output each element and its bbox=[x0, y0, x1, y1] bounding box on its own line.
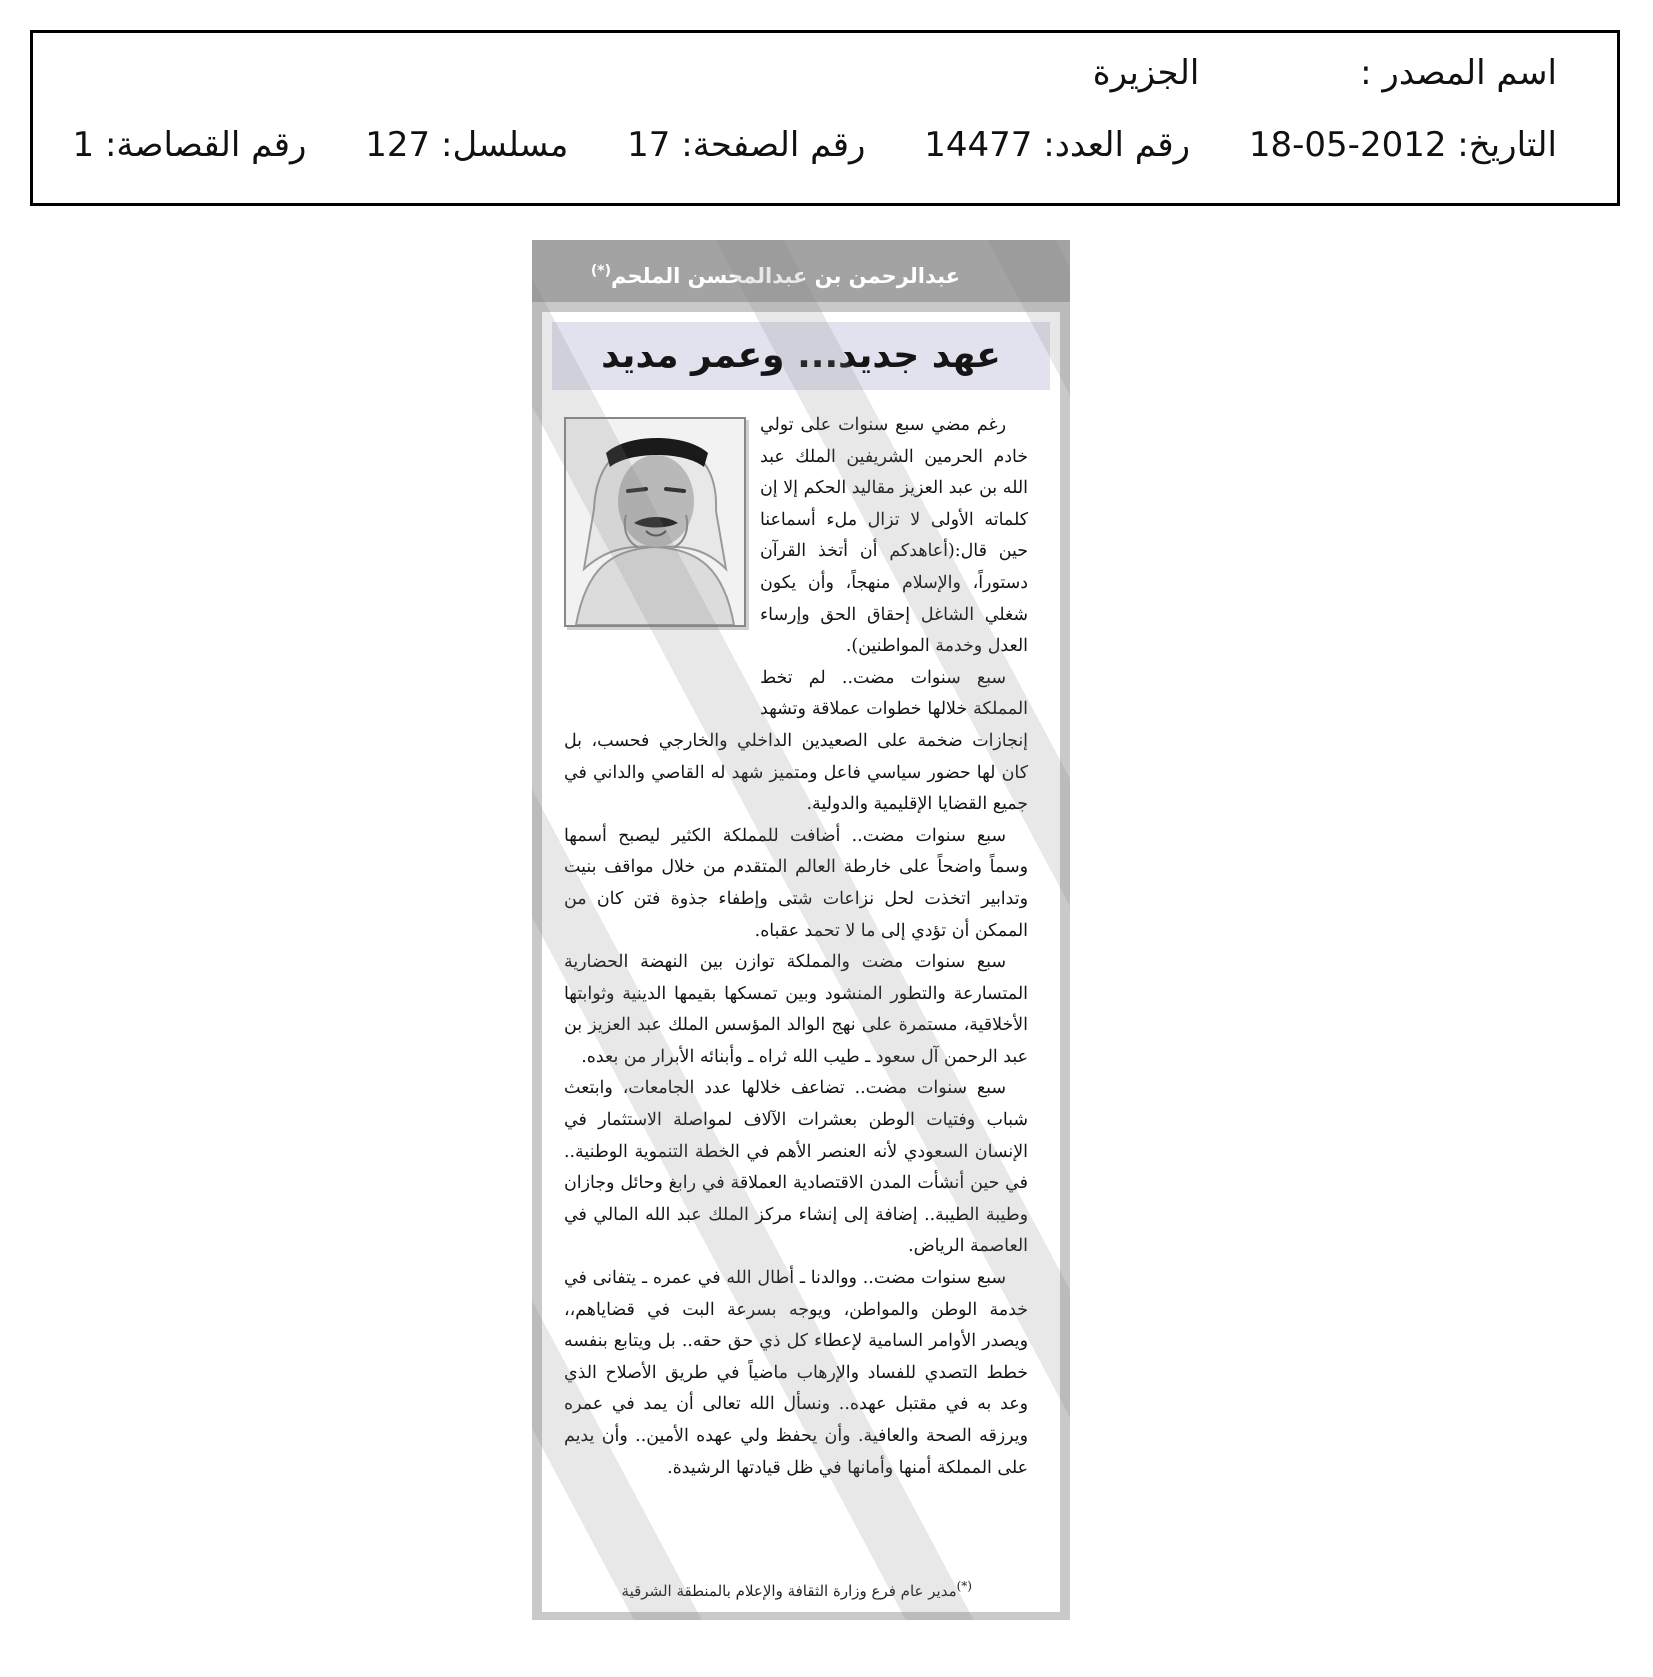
author-name: عبدالرحمن بن عبدالمحسن الملحم bbox=[611, 264, 960, 288]
date-label: التاريخ: bbox=[1457, 125, 1557, 165]
author-byline bbox=[532, 240, 1070, 302]
date-value: 2012-05-18 bbox=[1248, 125, 1447, 165]
details-row bbox=[73, 125, 1558, 165]
serial-field bbox=[365, 125, 568, 165]
paragraph: سبع سنوات مضت.. تضاعف خلالها عدد الجامعات، وابتعث شباب وفتيات الوطن بعشرات الآلاف لمواصلة الاستثمار في الإنسان السعودي لأنه العنصر الأهم في الخطة التنموية الوطنية.. في حين أنشأت المدن الاقتصادية العملاقة في رابغ وحائل وجازان وطيبة الطيبة.. إضافة إلى إنشاء مركز الملك عبد الله المالي في العاصمة الرياض. bbox=[564, 1078, 1028, 1257]
page-label: رقم الصفحة: bbox=[681, 125, 866, 165]
author-footnote-mark: (*) bbox=[590, 263, 612, 279]
source-label: اسم المصدر : bbox=[1360, 53, 1557, 93]
article-body bbox=[564, 410, 1028, 1484]
issue-label: رقم العدد: bbox=[1043, 125, 1191, 165]
clip-number-field bbox=[73, 125, 307, 165]
source-value: الجزيرة bbox=[1092, 53, 1200, 93]
article-paper bbox=[542, 312, 1060, 1612]
clip-number-label: رقم القصاصة: bbox=[104, 125, 307, 165]
source-row bbox=[1093, 53, 1557, 93]
date-field bbox=[1249, 125, 1557, 165]
issue-field bbox=[924, 125, 1190, 165]
paragraph: سبع سنوات مضت.. ووالدنا ـ أطال الله في عمره ـ يتفانى في خدمة الوطن والمواطن، ويوجه بسرعة البت في قضاياهم،، ويصدر الأوامر السامية لإعطاء كل ذي حق حقه.. بل ويتابع بنفسه خطط التصدي للفساد والإرهاب ماضياً في طريق الأصلاح الذي وعد به في مقتبل عهده.. ونسأل الله تعالى أن يمد في عمره ويرزقه الصحة والعافية. وأن يحفظ ولي عهده الأمين.. وأن يديم على المملكة أمنها وأمانها في ظل قيادتها الرشيدة. bbox=[564, 1268, 1028, 1478]
footnote-text: مدير عام فرع وزارة الثقافة والإعلام بالمنطقة الشرقية bbox=[621, 1582, 957, 1600]
clip-number-value: 1 bbox=[72, 125, 95, 165]
clipping-metadata-box bbox=[30, 30, 1620, 206]
issue-value: 14477 bbox=[924, 125, 1033, 165]
paragraph: سبع سنوات مضت.. أضافت للمملكة الكثير ليصبح أسمها وسماً واضحاً على خارطة العالم المتقدم من خلال مواقف بنيت وتدابير اتخذت لحل نزاعات شتى وإطفاء جذوة فتن كان من الممكن أن تؤدي إلى ما لا تحمد عقباه. bbox=[564, 825, 1028, 941]
newspaper-clipping bbox=[532, 240, 1070, 1620]
page-value: 17 bbox=[627, 125, 671, 165]
serial-label: مسلسل: bbox=[441, 125, 569, 165]
paragraph: سبع سنوات مضت.. لم تخط المملكة خلالها خطوات عملاقة وتشهد إنجازات ضخمة على الصعيدين الداخلي والخارجي فحسب، بل كان لها حضور سياسي فاعل ومتميز شهد له القاصي والداني في جميع القضايا الإقليمية والدولية. bbox=[564, 667, 1028, 815]
serial-value: 127 bbox=[365, 125, 431, 165]
author-footnote bbox=[622, 1579, 972, 1600]
source-field bbox=[1093, 53, 1557, 93]
paragraph: سبع سنوات مضت والمملكة توازن بين النهضة الحضارية المتسارعة والتطور المنشود وبين تمسكها بقيمها الدينية وثوابتها الأخلاقية، مستمرة على نهج الوالد المؤسس الملك عبد العزيز بن عبد الرحمن آل سعود ـ طيب الله ثراه ـ وأبنائه الأبرار من بعده. bbox=[564, 952, 1028, 1067]
article-title: عهد جديد... وعمر مديد bbox=[552, 322, 1050, 390]
page-field bbox=[627, 125, 865, 165]
footnote-mark: (*) bbox=[956, 1579, 972, 1593]
paragraph: رغم مضي سبع سنوات على تولي خادم الحرمين الشريفين الملك عبد الله بن عبد العزيز مقاليد الحكم إلا إن كلماته الأولى لا تزال ملء أسماعنا حين قال:(أعاهدكم أن أتخذ القرآن دستوراً، والإسلام منهجاً، وأن يكون شغلي الشاغل إحقاق الحق وإرساء العدل وخدمة المواطنين). bbox=[760, 415, 1028, 657]
